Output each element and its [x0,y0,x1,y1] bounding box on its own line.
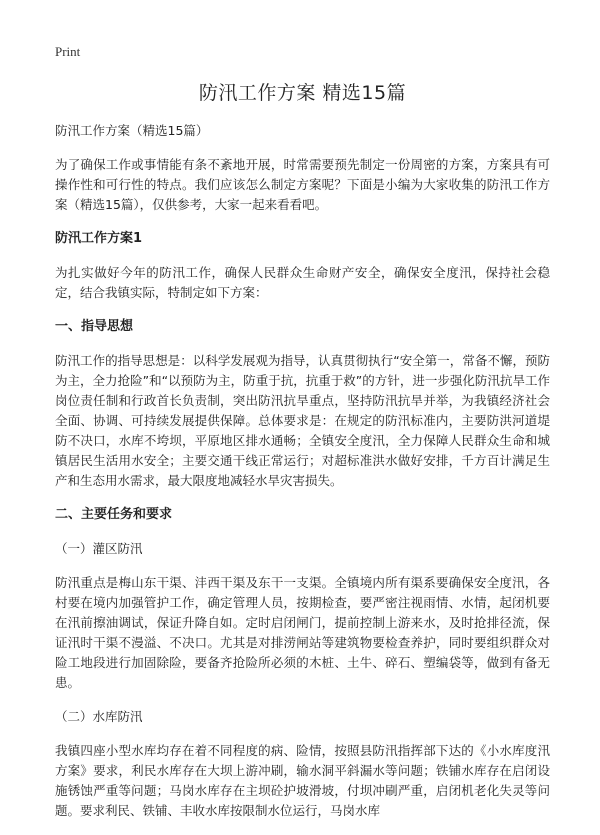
section1-paragraph: 为扎实做好今年的防汛工作，确保人民群众生命财产安全，确保安全度汛，保持社会稳定，结合我镇实际，特制定如下方案： [55,265,550,300]
sub2-heading: （二）水库防汛 [55,709,143,724]
document-subtitle: 防汛工作方案（精选15篇） [55,123,209,138]
sub1-heading: （一）灌区防汛 [55,541,143,556]
page-title: 防汛工作方案 精选15篇 [198,82,407,104]
sub2-paragraph: 我镇四座小型水库均存在着不同程度的病、险情，按照县防汛指挥部下达的《小水库度汛方案》要求，利民水库存在大坝上游冲刷，输水洞平斜漏水等问题；铁铺水库存在启闭设施锈蚀严重等问题；马岗水库存在主坝砼护坡滑坡，付坝冲刷严重，启闭机老化失灵等问题。要求利民、铁铺、丰收水库按限制水位运行，马岗水库 [55,743,550,818]
part2-heading: 二、主要任务和要求 [55,507,173,522]
part1-heading: 一、指导思想 [55,319,134,334]
intro-paragraph: 为了确保工作或事情能有条不紊地开展，时常需要预先制定一份周密的方案，方案具有可操作性和可行性的特点。我们应该怎么制定方案呢？下面是小编为大家收集的防汛工作方案（精选15篇），仅供参考，大家一起来看看吧。 [55,157,550,212]
document-body [55,78,550,835]
part1-paragraph: 防汛工作的指导思想是：以科学发展观为指导，认真贯彻执行“安全第一，常备不懈，预防为主，全力抢险”和“以预防为主，防重于抗，抗重于救”的方针，进一步强化防汛抗旱工作岗位责任制和行政首长负责制，突出防汛抗旱重点，坚持防汛抗旱并举，为我镇经济社会全面、协调、可持续发展提供保障。总体要求是：在规定的防汛标准内，主要防洪河道堤防不决口，水库不垮坝，平原地区排水通畅；全镇安全度汛，全力保障人民群众生命和城镇居民生活用水安全；主要交通干线正常运行；对超标准洪水做好安排，千方百计满足生产和生态用水需求，最大限度地减轻水旱灾害损失。 [55,353,550,488]
print-link[interactable]: Print [55,44,81,59]
sub1-paragraph: 防汛重点是梅山东干渠、沣西干渠及东干一支渠。全镇境内所有渠系要确保安全度汛，各村要在境内加强管护工作，确定管理人员，按期检查，要严密注视雨情、水情，起闭机要在汛前擦油调试，保证升降自如。定时启闭闸门，提前控制上游来水，及时抢排径流，保证汛时干渠不漫溢、不决口。尤其是对排涝闸站等建筑物要检查养护，同时要组织群众对险工地段进行加固除险，要备齐抢险所必须的木桩、土牛、碎石、塑编袋等，做到有备无患。 [55,575,550,690]
section1-heading: 防汛工作方案1 [55,231,143,246]
